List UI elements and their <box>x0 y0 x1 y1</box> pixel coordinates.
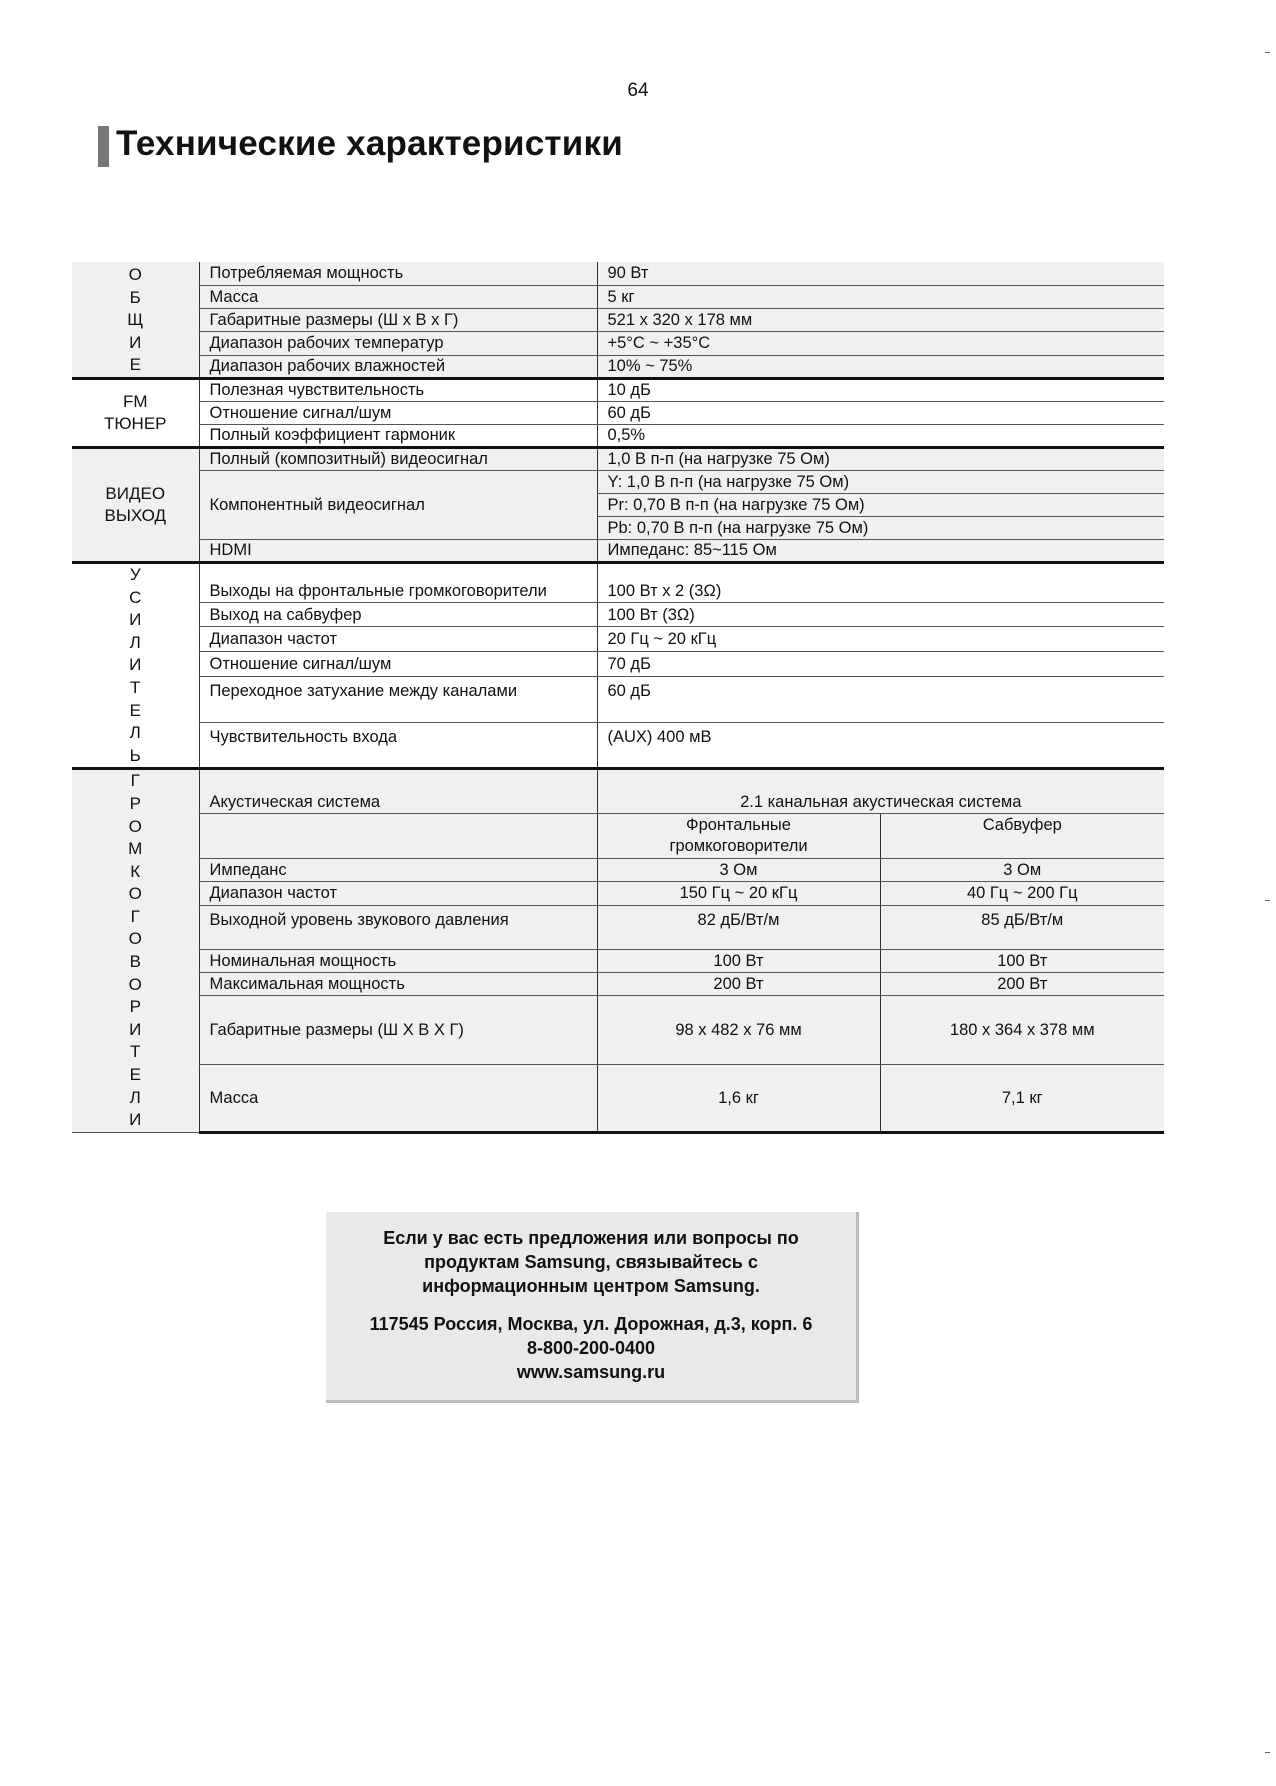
section-general-label: О Б Щ И Е <box>72 262 199 378</box>
row-label: Полный коэффициент гармоник <box>199 424 597 447</box>
row-value: 100 Вт x 2 (3Ω) <box>597 562 1164 602</box>
table-row <box>72 859 1164 882</box>
row-label <box>199 813 597 858</box>
row-value-sub: 40 Гц ~ 200 Гц <box>880 882 1164 905</box>
row-label: Диапазон частот <box>199 627 597 652</box>
row-label: Выход на сабвуфер <box>199 602 597 627</box>
table-row <box>72 562 1164 602</box>
contact-message: Если у вас есть предложения или вопросы по продуктам Samsung, связывайтесь с информационным центром Samsung. <box>383 1228 799 1296</box>
row-value-front: 3 Ом <box>597 859 880 882</box>
contact-info-box <box>326 1212 859 1403</box>
table-row <box>72 950 1164 973</box>
table-row <box>72 355 1164 378</box>
row-value-sub: 85 дБ/Вт/м <box>880 905 1164 949</box>
row-value-front: 98 x 482 x 76 мм <box>597 996 880 1064</box>
row-label: HDMI <box>199 539 597 562</box>
row-label: Отношение сигнал/шум <box>199 401 597 424</box>
page-title: Технические характеристики <box>116 124 623 163</box>
row-label: Диапазон рабочих температур <box>199 332 597 355</box>
row-label: Диапазон рабочих влажностей <box>199 355 597 378</box>
row-value-sub: 100 Вт <box>880 950 1164 973</box>
table-row <box>72 676 1164 722</box>
contact-phone: 8-800-200-0400 <box>526 1338 656 1358</box>
row-value-front: 100 Вт <box>597 950 880 973</box>
row-value: Pr: 0,70 В п-п (на нагрузке 75 Ом) <box>597 493 1164 516</box>
section-amp-label: У С И Л И Т Е Л Ь <box>72 562 199 768</box>
row-value-sub: 3 Ом <box>880 859 1164 882</box>
row-label: Номинальная мощность <box>199 950 597 973</box>
row-label: Габаритные размеры (Ш x В x Г) <box>199 309 597 332</box>
title-accent-bar <box>98 126 109 167</box>
table-row <box>72 905 1164 949</box>
table-row <box>72 424 1164 447</box>
row-label: Компонентный видеосигнал <box>199 470 597 539</box>
table-row <box>72 332 1164 355</box>
row-value: Импеданс: 85~115 Ом <box>597 539 1164 562</box>
row-value: 521 x 320 x 178 мм <box>597 309 1164 332</box>
table-row <box>72 602 1164 627</box>
row-value-front: 1,6 кг <box>597 1064 880 1132</box>
row-label: Чувствительность входа <box>199 723 597 769</box>
row-label: Импеданс <box>199 859 597 882</box>
row-value: 0,5% <box>597 424 1164 447</box>
row-value: 5 кг <box>597 285 1164 308</box>
table-row <box>72 813 1164 858</box>
row-label: Полный (композитный) видеосигнал <box>199 447 597 470</box>
row-value: 20 Гц ~ 20 кГц <box>597 627 1164 652</box>
table-row <box>72 470 1164 493</box>
row-value: +5°C ~ +35°C <box>597 332 1164 355</box>
table-row <box>72 378 1164 401</box>
row-value: 60 дБ <box>597 676 1164 722</box>
crop-mark <box>1265 52 1270 53</box>
row-value-sub: 180 x 364 x 378 мм <box>880 996 1164 1064</box>
table-row <box>72 1064 1164 1132</box>
contact-address: 117545 Россия, Москва, ул. Дорожная, д.3, корп. 6 <box>369 1314 813 1334</box>
row-label: Полезная чувствительность <box>199 378 597 401</box>
table-row <box>72 309 1164 332</box>
section-speakers-label: Г Р О М К О Г О В О Р И Т Е Л И <box>72 769 199 1133</box>
row-value: 90 Вт <box>597 262 1164 285</box>
table-row <box>72 723 1164 769</box>
row-label: Отношение сигнал/шум <box>199 652 597 677</box>
section-video-label: ВИДЕО ВЫХОД <box>72 447 199 562</box>
row-label: Габаритные размеры (Ш X В X Г) <box>199 996 597 1064</box>
table-row <box>72 285 1164 308</box>
row-label: Масса <box>199 1064 597 1132</box>
table-row <box>72 401 1164 424</box>
row-value: Pb: 0,70 В п-п (на нагрузке 75 Ом) <box>597 516 1164 539</box>
section-fm-label: FM ТЮНЕР <box>72 378 199 447</box>
row-value-front: 82 дБ/Вт/м <box>597 905 880 949</box>
table-row <box>72 539 1164 562</box>
table-row <box>72 627 1164 652</box>
row-value: Y: 1,0 В п-п (на нагрузке 75 Ом) <box>597 470 1164 493</box>
table-row <box>72 769 1164 813</box>
row-value-front: 150 Гц ~ 20 кГц <box>597 882 880 905</box>
column-header-sub: Сабвуфер <box>880 813 1164 858</box>
row-label: Диапазон частот <box>199 882 597 905</box>
table-row <box>72 447 1164 470</box>
crop-mark <box>1265 900 1270 901</box>
table-row <box>72 262 1164 285</box>
table-row <box>72 652 1164 677</box>
crop-mark <box>1265 1752 1270 1753</box>
row-label: Потребляемая мощность <box>199 262 597 285</box>
row-label: Акустическая система <box>199 769 597 813</box>
row-value: 10% ~ 75% <box>597 355 1164 378</box>
row-label: Выходы на фронтальные громкоговорители <box>199 562 597 602</box>
row-value-front: 200 Вт <box>597 973 880 996</box>
table-row <box>72 973 1164 996</box>
row-value: 60 дБ <box>597 401 1164 424</box>
row-label: Выходной уровень звукового давления <box>199 905 597 949</box>
spec-table <box>72 262 1164 1134</box>
row-value: 1,0 В п-п (на нагрузке 75 Ом) <box>597 447 1164 470</box>
table-row <box>72 996 1164 1064</box>
row-label: Максимальная мощность <box>199 973 597 996</box>
row-value: (AUX) 400 мВ <box>597 723 1164 769</box>
page-number: 64 <box>627 80 649 101</box>
row-value: 70 дБ <box>597 652 1164 677</box>
row-value-sub: 200 Вт <box>880 973 1164 996</box>
table-row <box>72 882 1164 905</box>
row-value: 100 Вт (3Ω) <box>597 602 1164 627</box>
column-header-front: Фронтальные громкоговорители <box>597 813 880 858</box>
row-value: 2.1 канальная акустическая система <box>597 769 1164 813</box>
row-label: Масса <box>199 285 597 308</box>
row-value-sub: 7,1 кг <box>880 1064 1164 1132</box>
row-label: Переходное затухание между каналами <box>199 676 597 722</box>
row-value: 10 дБ <box>597 378 1164 401</box>
contact-website: www.samsung.ru <box>516 1362 666 1382</box>
